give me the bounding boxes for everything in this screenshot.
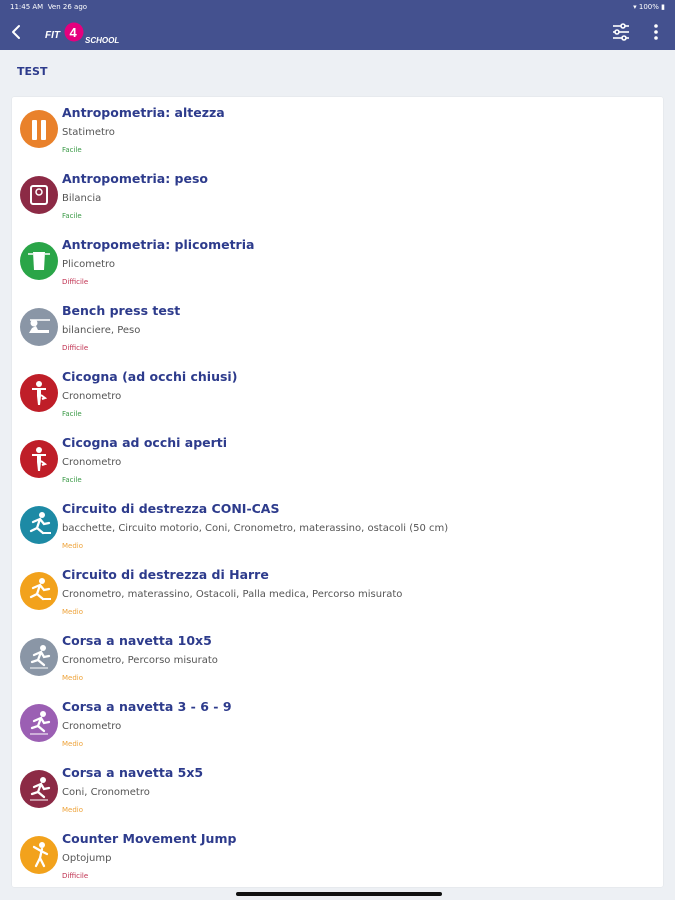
test-list <box>12 97 663 887</box>
back-arrow-icon[interactable] <box>8 23 26 41</box>
list-item[interactable] <box>12 427 663 493</box>
list-item[interactable] <box>12 625 663 691</box>
item-difficulty: Medio <box>62 674 84 682</box>
item-equipment: bacchette, Circuito motorio, Coni, Cronometro, materassino, ostacoli (50 cm) <box>62 523 449 534</box>
fit4school-logo <box>45 21 130 45</box>
bench-press-icon <box>20 308 58 346</box>
list-item[interactable] <box>12 823 663 889</box>
logo-school-text: SCHOOL <box>85 36 120 45</box>
logo-fit-text: FIT <box>45 30 60 41</box>
hurdle-runner-icon <box>20 506 58 544</box>
item-title: Cicogna (ad occhi chiusi) <box>62 369 238 384</box>
item-difficulty: Medio <box>62 542 84 550</box>
item-title: Antropometria: peso <box>62 171 209 186</box>
list-item[interactable] <box>12 229 663 295</box>
shuttle-run-icon <box>20 638 58 676</box>
stork-stand-icon <box>20 374 58 412</box>
item-equipment: Cronometro <box>62 391 122 402</box>
wifi-icon: ▾ <box>633 3 637 11</box>
jump-icon <box>20 836 58 874</box>
item-equipment: Cronometro, Percorso misurato <box>62 655 218 666</box>
item-title: Circuito di destrezza CONI-CAS <box>62 501 280 516</box>
item-equipment: Cronometro <box>62 721 122 732</box>
item-difficulty: Difficile <box>62 872 89 880</box>
scale-icon <box>20 176 58 214</box>
item-title: Antropometria: plicometria <box>62 237 255 252</box>
section-title: TEST <box>17 65 48 78</box>
list-item[interactable] <box>12 493 663 559</box>
list-item[interactable] <box>12 559 663 625</box>
list-item[interactable] <box>12 757 663 823</box>
item-equipment: Statimetro <box>62 127 115 138</box>
item-equipment: bilanciere, Peso <box>62 325 141 336</box>
item-title: Corsa a navetta 3 - 6 - 9 <box>62 699 232 714</box>
item-difficulty: Medio <box>62 608 84 616</box>
logo-number: 4 <box>69 25 77 40</box>
item-difficulty: Medio <box>62 740 84 748</box>
app-bar <box>0 14 675 50</box>
home-indicator[interactable] <box>236 892 442 896</box>
item-difficulty: Facile <box>62 146 82 154</box>
filter-settings-icon[interactable] <box>611 22 631 42</box>
item-equipment: Plicometro <box>62 259 116 270</box>
stork-stand-icon <box>20 440 58 478</box>
skinfold-icon <box>20 242 58 280</box>
more-vert-icon[interactable] <box>648 22 664 42</box>
item-equipment: Bilancia <box>62 193 102 204</box>
list-item[interactable] <box>12 691 663 757</box>
item-title: Cicogna ad occhi aperti <box>62 435 228 450</box>
item-difficulty: Medio <box>62 806 84 814</box>
item-equipment: Cronometro, materassino, Ostacoli, Palla medica, Percorso misurato <box>62 589 403 600</box>
item-difficulty: Difficile <box>62 344 89 352</box>
list-item[interactable] <box>12 163 663 229</box>
item-title: Antropometria: altezza <box>62 105 225 120</box>
item-title: Counter Movement Jump <box>62 831 237 846</box>
item-title: Corsa a navetta 10x5 <box>62 633 212 648</box>
status-time <box>10 3 87 11</box>
status-bar <box>0 0 675 14</box>
battery-icon: ▮ <box>661 3 665 11</box>
item-difficulty: Facile <box>62 410 82 418</box>
item-difficulty: Facile <box>62 212 82 220</box>
item-title: Corsa a navetta 5x5 <box>62 765 204 780</box>
list-item[interactable] <box>12 361 663 427</box>
status-clock: 11:45 AM <box>10 3 44 11</box>
shuttle-run-icon <box>20 770 58 808</box>
item-title: Circuito di destrezza di Harre <box>62 567 269 582</box>
battery-level: 100% <box>638 3 659 11</box>
item-equipment: Optojump <box>62 853 112 864</box>
item-difficulty: Difficile <box>62 278 89 286</box>
item-difficulty: Facile <box>62 476 82 484</box>
item-title: Bench press test <box>62 303 181 318</box>
shuttle-run-icon <box>20 704 58 742</box>
item-equipment: Coni, Cronometro <box>62 787 150 798</box>
list-item[interactable] <box>12 97 663 163</box>
status-date: Ven 26 ago <box>47 3 88 11</box>
list-item[interactable] <box>12 295 663 361</box>
status-right <box>633 3 665 11</box>
hurdle-runner-icon <box>20 572 58 610</box>
height-icon <box>20 110 58 148</box>
item-equipment: Cronometro <box>62 457 122 468</box>
